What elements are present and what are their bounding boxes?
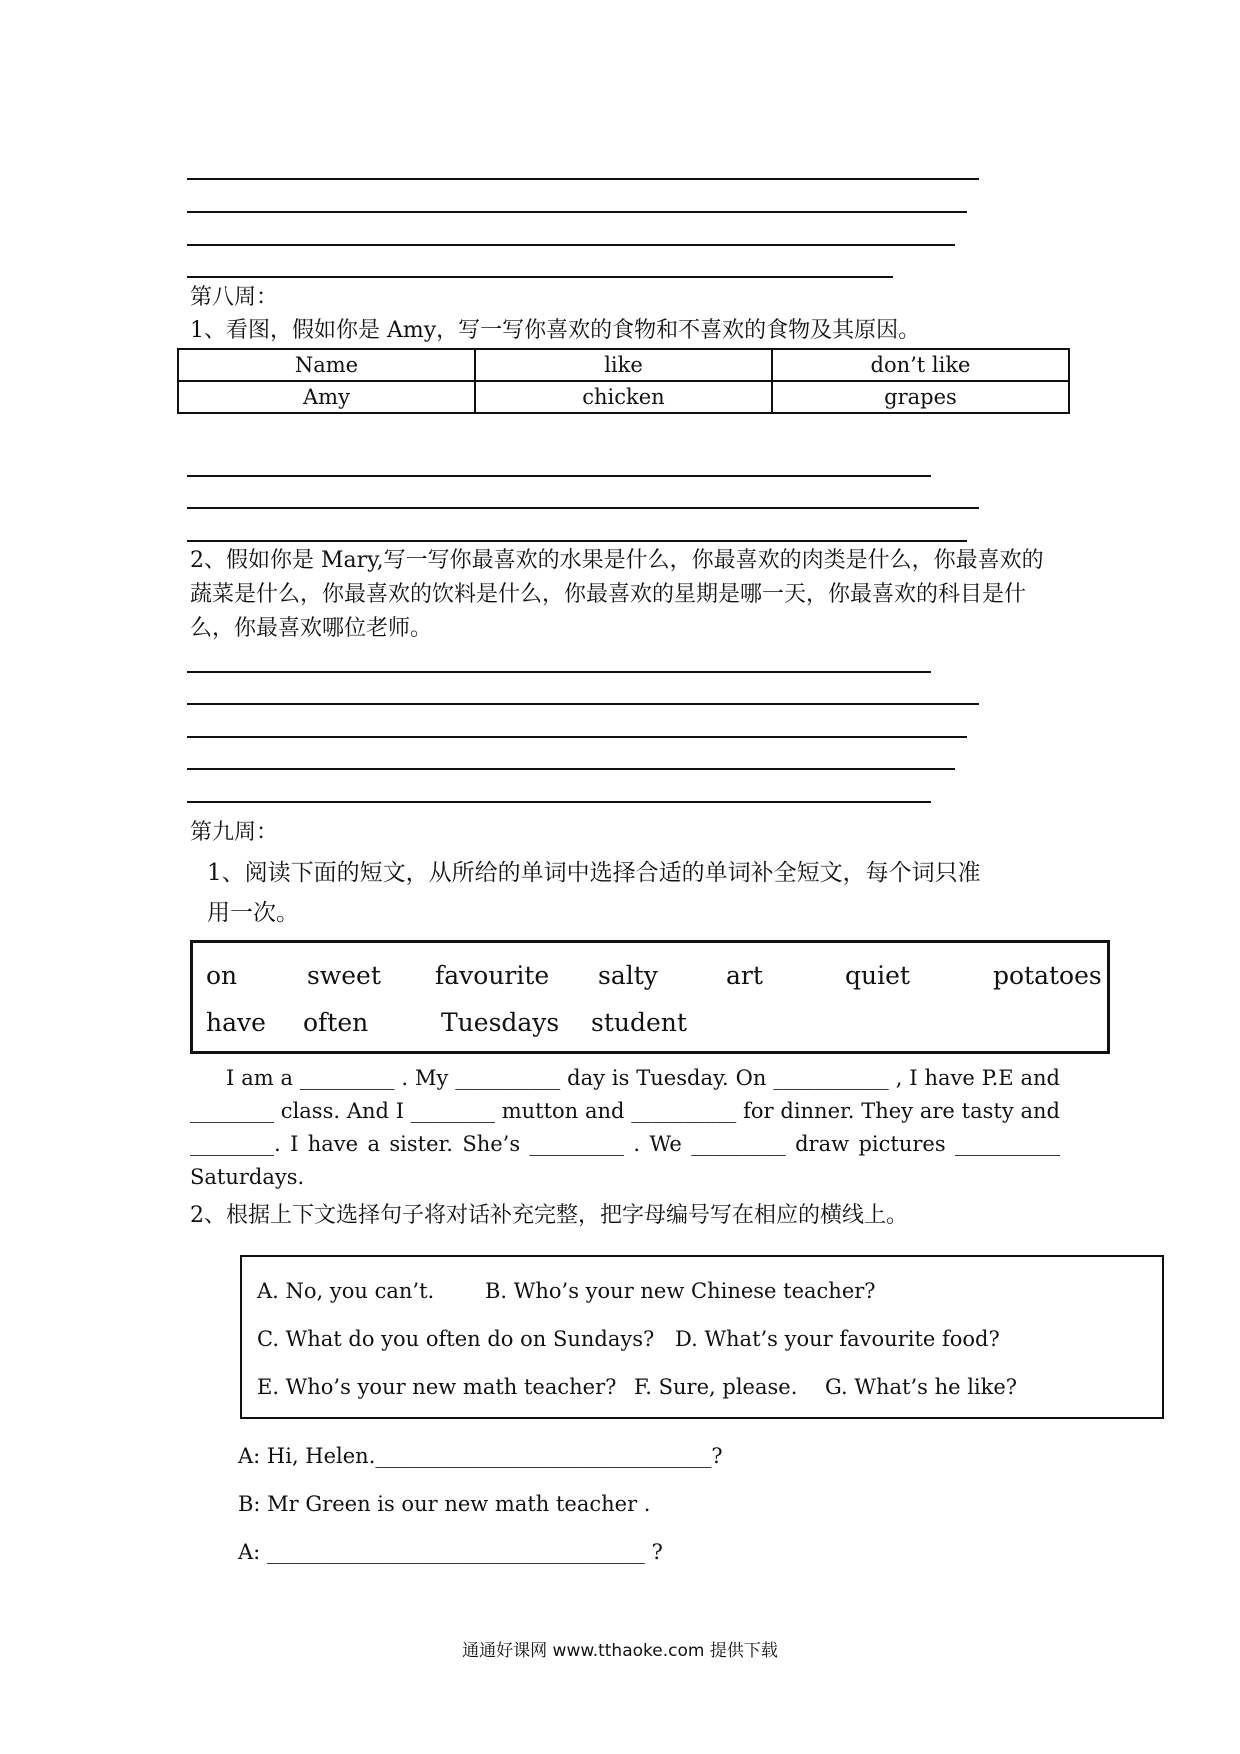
option-f: F. Sure, please. [634,1375,798,1399]
option-a: A. No, you can’t. [257,1279,435,1303]
writing-line[interactable] [187,703,979,705]
options-box [240,1255,1164,1419]
week8-q2-prompt: 2、假如你是 Mary,写一写你最喜欢的水果是什么，你最喜欢的肉类是什么，你最喜欢的蔬菜是什么，你最喜欢的饮料是什么，你最喜欢的星期是哪一天，你最喜欢的科目是什么，你最喜欢哪位老师。 [190,548,1044,641]
writing-line[interactable] [187,244,955,246]
option-g: G. What’s he like? [825,1375,1018,1399]
table-header-row [178,349,1069,381]
writing-line[interactable] [187,736,967,738]
week9-heading: 第九周： [190,820,279,845]
option-c: C. What do you often do on Sundays? [257,1327,655,1351]
word-bank-item: student [591,1008,687,1037]
week9-q2-prompt: 2、根据上下文选择句子将对话补充完整，把字母编号写在相应的横线上。 [190,1203,908,1228]
fill-in-passage [190,1062,1060,1194]
option-e: E. Who’s your new math teacher? [257,1375,617,1399]
word-bank-item: salty [598,961,658,990]
word-bank-item: on [206,961,238,990]
word-bank-item: favourite [435,961,550,990]
table-header-cell: don’t like [772,349,1069,381]
table-header-cell: Name [178,349,475,381]
writing-line[interactable] [187,507,979,509]
dialogue-line: B: Mr Green is our new math teacher . [238,1492,651,1516]
week9-q1-prompt-line1: 1、阅读下面的短文，从所给的单词中选择合适的单词补全短文，每个词只准 [207,860,981,886]
word-bank-item: potatoes [993,961,1102,990]
week8-q1-prompt: 1、看图，假如你是 Amy，写一写你喜欢的食物和不喜欢的食物及其原因。 [190,318,921,343]
word-bank-item: art [726,961,763,990]
writing-line[interactable] [187,540,967,542]
word-bank-item: often [303,1008,369,1037]
writing-line[interactable] [187,671,931,673]
week8-heading: 第八周： [190,285,279,310]
passage-text: I am a _________ . My __________ day is Tuesday. On ___________ , I have P.E and ________ class. And I ________ mutton and __________ for dinner. They are tasty and ________. I have a sister. She’s _________ . We _________ draw pictures __________ Saturdays. [190,1066,1060,1189]
word-bank-item: Tuesdays [441,1008,560,1037]
week9-q1-prompt-line2: 用一次。 [207,900,299,926]
writing-line[interactable] [187,475,931,477]
writing-line[interactable] [187,211,967,213]
option-b: B. Who’s your new Chinese teacher? [485,1279,876,1303]
footer-source: 通通好课网 www.tthaoke.com 提供下载 [462,1641,778,1661]
writing-line[interactable] [187,178,979,180]
dialogue-line: A: ____________________________________ ? [238,1540,663,1564]
word-bank-item: sweet [307,961,381,990]
word-bank-item: quiet [845,961,910,990]
table-row [178,381,1069,413]
table-cell: grapes [772,381,1069,413]
food-preference-table [177,348,1070,414]
writing-line[interactable] [187,801,931,803]
word-bank-item: have [206,1008,266,1037]
table-header-cell: like [475,349,772,381]
writing-line[interactable] [187,768,955,770]
writing-line[interactable] [187,276,893,278]
table-cell: Amy [178,381,475,413]
word-bank-box [190,940,1110,1054]
dialogue-line: A: Hi, Helen.________________________________? [238,1444,723,1468]
table-cell: chicken [475,381,772,413]
option-d: D. What’s your favourite food? [675,1327,1000,1351]
